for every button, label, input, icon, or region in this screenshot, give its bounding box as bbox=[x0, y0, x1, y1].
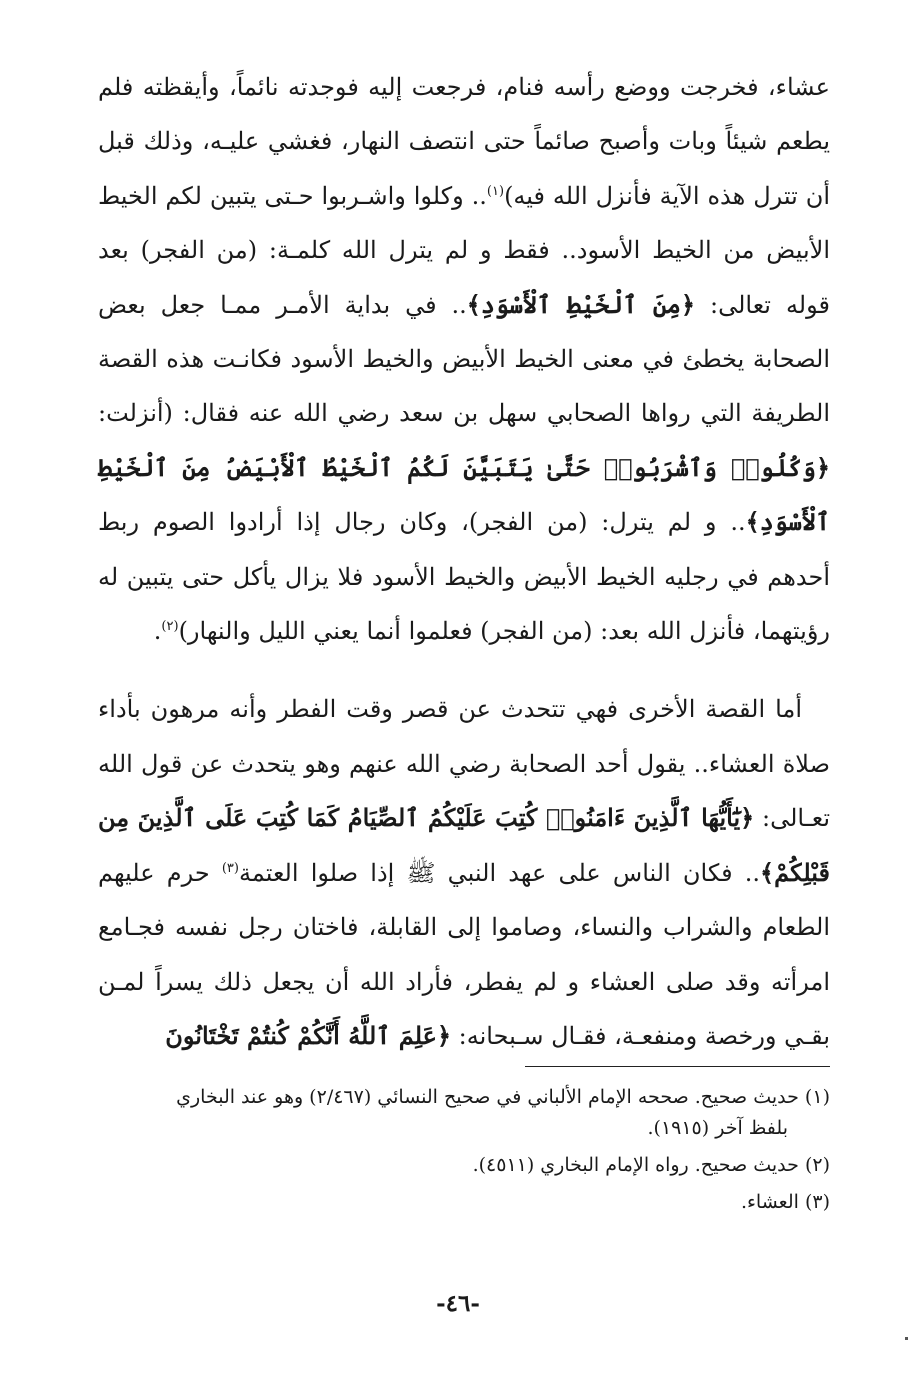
paragraph-1 bbox=[98, 60, 830, 658]
footnote-1 bbox=[98, 1082, 830, 1144]
footnote-text: بلفظ آخر (١٩١٥). bbox=[647, 1117, 788, 1139]
text-run: .. في بداية الأمـر ممـا جعل بعض الصحابة يخطئ في معنى الخيط الأبيض والخيط الأسود فكانـت هذه القصة الطريفة التي رواها الصحابي سهل بن سعد رضي الله عنه فقال: (أنزلت: bbox=[98, 290, 830, 428]
footnote-2: (٢) حديث صحيح. رواه الإمام البخاري (٤٥١١). bbox=[472, 1154, 830, 1176]
quran-verse: ﴿عَلِمَ ٱللَّهُ أَنَّكُمْ كُنتُمْ تَخْتَانُونَ bbox=[165, 1020, 452, 1050]
text-run: حرم عليهم الطعام والشراب والنساء، وصاموا إلى القابلة، فاختان رجل نفسه فجـامع امرأته وقد صلى العشاء و لم يفطر، فأراد الله أن يجعل ذلك يسراً لمـن بقـي ورخصة ومنفعـة، فقـال سـبحانه: bbox=[98, 858, 830, 1050]
quran-verse: ﴿مِنَ ٱلْخَيْطِ ٱلْأَسْوَدِ﴾ bbox=[466, 289, 696, 319]
main-text bbox=[98, 60, 830, 1063]
scan-speck bbox=[905, 1337, 908, 1340]
paragraph-2 bbox=[98, 682, 830, 1063]
quran-verse: ﴿يَٰٓأَيُّهَا ٱلَّذِينَ ءَامَنُوا۟ كُتِبَ عَلَيْكُمُ ٱلصِّيَامُ كَمَا كُتِبَ عَلَى ٱلَّذِينَ مِن قَبْلِكُمْ﴾ bbox=[98, 803, 830, 887]
text-run: .. و لم يترل: (من الفجر)، وكان رجال إذا أرادوا الصوم ربط أحدهم في رجليه الخيط الأبيض والخيط الأسود فلا يزال يأكل حتى يتبين له رؤيتهما، فأنزل الله بعد: (من الفجر) فعلموا أنما يعني الليل والنهار) bbox=[98, 508, 830, 646]
footnote-separator bbox=[525, 1066, 830, 1067]
footnote-ref-3[interactable]: (٣) bbox=[221, 860, 239, 876]
text-run: . bbox=[153, 617, 162, 646]
quran-verse: ﴿وَكُلُوا۟ وَٱشْرَبُوا۟ حَتَّىٰ يَتَبَيَّنَ لَكُمُ ٱلْخَيْطُ ٱلْأَبْيَضُ مِنَ ٱلْخَيْطِ ٱلْأَسْوَدِ﴾ bbox=[98, 452, 830, 537]
footnotes bbox=[98, 1082, 830, 1224]
text-run: عشاء، فخرجت ووضع رأسه فنام، فرجعت إليه فوجدته نائماً، وأيقظته فلم يطعم شيئاً وبات وأصبح صائماً حتى انتصف النهار، فغشي عليـه، وذلك قبل أن تترل هذه الآية فأنزل الله فيه) bbox=[98, 73, 830, 210]
footnote-ref-2[interactable]: (٢) bbox=[161, 619, 179, 635]
footnote-ref-1[interactable]: (١) bbox=[486, 183, 505, 199]
footnote-text: (١) حديث صحيح. صححه الإمام الألباني في صحيح النسائي (٢/٤٦٧) وهو عند البخاري bbox=[176, 1086, 830, 1108]
footnote-3: (٣) العشاء. bbox=[740, 1191, 830, 1213]
text-run: أما القصة الأخرى فهي تتحدث عن قصر وقت الفطر وأنه مرهون بأداء صلاة العشاء.. يقول أحد الصحابة رضي الله عنهم وهو يتحدث عن قول الله تعـالى: bbox=[98, 695, 830, 833]
page-number: -٤٦- bbox=[436, 1290, 480, 1317]
text-run: .. فكان الناس على عهد النبي ﷺ إذا صلوا العتمة bbox=[238, 858, 761, 887]
text-run: .. وكلوا واشـربوا حـتى يتبين لكم الخيط الأبيض من الخيط الأسود.. فقط و لم يترل الله كلمـة: (من الفجر) بعد قوله تعالى: bbox=[98, 181, 830, 319]
